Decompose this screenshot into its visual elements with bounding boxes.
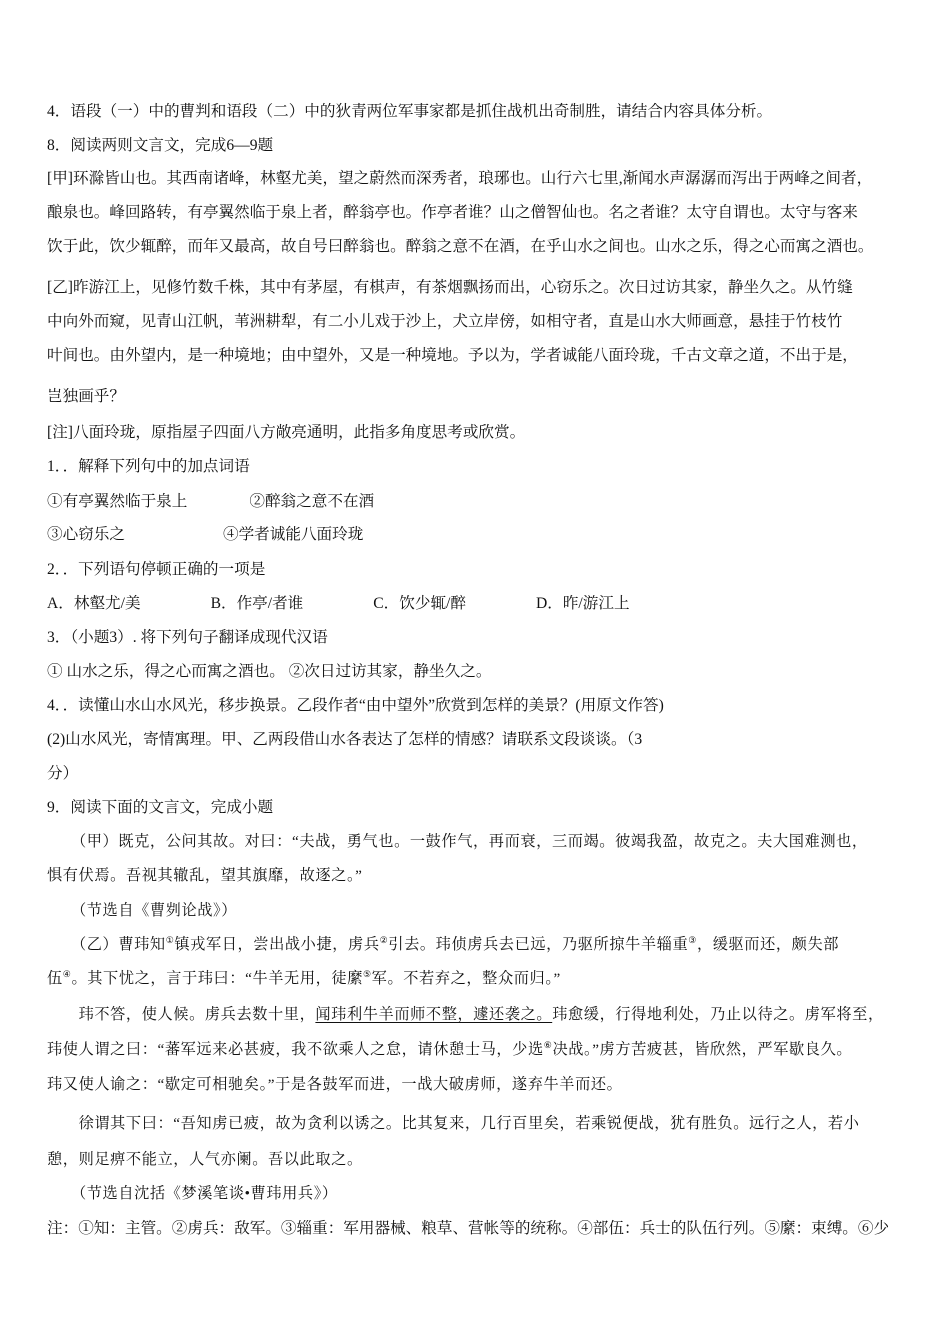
text-line — [47, 492, 374, 512]
text-segment: [乙]昨游江上，见修竹数千株，其中有茅屋，有棋声，有茶烟飘扬而出，心窃乐之。次日过访其家，静坐久之。从竹缝 — [47, 279, 853, 296]
text-segment: 镇戎军日，尝出战小捷，虏兵 — [174, 936, 380, 953]
text-segment: 1．．解释下列句中的加点词语 — [47, 458, 250, 475]
text-line — [47, 560, 265, 580]
footnote-marker: ④ — [62, 969, 72, 979]
text-line — [47, 866, 363, 886]
underlined-sentence: 闻玮利牛羊而师不整，遽还袭之。 — [315, 1006, 553, 1023]
text-line — [47, 136, 273, 156]
text-line — [47, 387, 125, 407]
footnote-marker: ③ — [688, 935, 697, 945]
text-line — [47, 696, 664, 716]
text-segment: 玮愈缓，行得地利处，乃止以待之。虏军将至， — [552, 1006, 884, 1023]
text-segment: 玮不答，使人候。虏兵去数十里， — [47, 1006, 316, 1023]
text-segment: 惧有伏焉。吾视其辙乱，望其旗靡，故逐之。” — [47, 867, 363, 884]
text-line — [47, 169, 872, 189]
text-line — [47, 764, 78, 784]
text-segment: 玮使人谓之曰：“蕃军远来必甚疲，我不欲乘人之怠，请休憩士马，少选 — [47, 1041, 544, 1058]
text-segment: 叶间也。由外望内，是一种境地；由中望外，又是一种境地。予以为，学者诚能八面玲珑，千古文章之道，不出于是， — [47, 347, 858, 364]
text-segment: 分） — [47, 765, 79, 782]
text-segment: ④学者诚能八面玲珑 — [222, 526, 364, 543]
text-line — [47, 1184, 338, 1204]
text-segment: 3．（小题3）. 将下列句子翻译成现代汉语 — [47, 629, 328, 646]
text-segment: 憩，则足痹不能立，人气亦阑。吾以此取之。 — [47, 1151, 363, 1168]
text-line — [47, 1114, 860, 1134]
text-segment: 4．语段（一）中的曹判和语段（二）中的狄青两位军事家都是抓住战机出奇制胜，请结合内容具体分析。 — [47, 103, 773, 120]
text-line — [47, 628, 328, 648]
text-segment: [甲]环滁皆山也。其西南诸峰，林壑尤美，望之蔚然而深秀者，琅琊也。山行六七里,渐闻水声潺潺而泻出于两峰之间者， — [47, 170, 873, 187]
footnote-marker: ② — [379, 935, 389, 945]
text-segment: （节选自沈括《梦溪笔谈•曹玮用兵》） — [47, 1185, 338, 1202]
text-line — [47, 1005, 884, 1025]
text-segment: 9．阅读下面的文言文，完成小题 — [47, 799, 274, 816]
text-line — [47, 1219, 889, 1239]
text-line — [47, 102, 772, 122]
text-segment: 中向外而窥，见青山江帆，苇洲耕犁，有二小儿戏于沙上，犬立岸傍，如相守者，直是山水大师画意，悬挂于竹枝竹 — [47, 313, 843, 330]
text-segment: 伍 — [47, 970, 63, 987]
text-line — [47, 525, 363, 545]
text-segment: B．作亭/者谁 — [210, 595, 304, 612]
text-line — [47, 969, 561, 989]
text-line — [47, 1040, 852, 1060]
text-segment: 酿泉也。峰回路转，有亭翼然临于泉上者，醉翁亭也。作亭者谁？山之僧智仙也。名之者谁？太守自谓也。太守与客来 — [47, 204, 858, 221]
text-line — [47, 901, 237, 921]
text-line — [47, 312, 842, 332]
text-segment: 注：①知：主管。②虏兵：敌军。③辎重：军用器械、粮草、营帐等的统称。④部伍：兵士的队伍行列。⑤縻：束缚。⑥少 — [47, 1220, 890, 1237]
text-line — [47, 457, 250, 477]
text-segment: 4．．读懂山水山水风光，移步换景。乙段作者“由中望外”欣赏到怎样的美景？(用原文作答) — [47, 697, 664, 714]
text-segment: 饮于此，饮少辄醉，而年又最高，故自号曰醉翁也。醉翁之意不在酒，在乎山水之间也。山水之乐，得之心而寓之酒也。 — [47, 238, 874, 255]
text-segment: (2)山水风光，寄情寓理。甲、乙两段借山水各表达了怎样的情感？请联系文段谈谈。（3 — [47, 731, 643, 748]
text-line — [47, 1150, 363, 1170]
text-segment: A．林壑尤/美 — [47, 595, 141, 612]
text-line — [47, 346, 858, 366]
text-segment: 军。不若弃之，整众而归。” — [371, 970, 561, 987]
text-line — [47, 1075, 622, 1095]
text-line — [47, 423, 525, 443]
text-segment: ②醉翁之意不在酒 — [249, 493, 375, 510]
text-line — [47, 237, 873, 257]
text-segment: 决战。”虏方苦疲甚，皆欣然，严军歇良久。 — [552, 1041, 853, 1058]
text-segment: （节选自《曹刿论战》） — [47, 902, 238, 919]
text-line — [47, 203, 858, 223]
text-line — [47, 935, 839, 955]
text-line — [47, 832, 868, 852]
text-line — [47, 798, 273, 818]
footnote-marker: ① — [165, 935, 175, 945]
footnote-marker: ⑥ — [543, 1040, 553, 1050]
text-line — [47, 662, 491, 682]
text-segment: 岂独画乎？ — [47, 388, 125, 405]
text-segment: ① 山水之乐，得之心而寓之酒也。 ②次日过访其家，静坐久之。 — [47, 663, 492, 680]
text-segment: 2．．下列语句停顿正确的一项是 — [47, 561, 266, 578]
text-segment: 引去。玮侦虏兵去已远，乃驱所掠牛羊辎重 — [388, 936, 689, 953]
text-segment: 玮又使人谕之：“歇定可相驰矣。”于是各鼓军而进，一战大破虏师，遂弃牛羊而还。 — [47, 1076, 623, 1093]
text-segment: ①有亭翼然临于泉上 — [47, 493, 188, 510]
text-segment: ③心窃乐之 — [47, 526, 125, 543]
text-segment: （甲）既克，公问其故。对曰：“夫战，勇气也。一鼓作气，再而衰，三而竭。彼竭我盈，故克之。夫大国难测也， — [47, 833, 868, 850]
text-segment: 。其下忧之，言于玮曰：“牛羊无用，徒縻 — [71, 970, 363, 987]
footnote-marker: ⑤ — [363, 969, 372, 979]
text-segment: 8．阅读两则文言文，完成6—9题 — [47, 137, 274, 154]
text-line — [47, 594, 630, 614]
text-segment: （乙）曹玮知 — [47, 936, 166, 953]
text-segment: C．饮少辄/醉 — [373, 595, 466, 612]
text-line — [47, 278, 853, 298]
text-segment: 徐谓其下曰：“吾知虏已疲，故为贪利以诱之。比其复来，几行百里矣，若乘锐便战，犹有胜负。远行之人，若小 — [47, 1115, 860, 1132]
text-segment: [注]八面玲珑，原指屋子四面八方敞亮通明，此指多角度思考或欣赏。 — [47, 424, 526, 441]
text-line — [47, 730, 642, 750]
text-segment: D．昨/游江上 — [535, 595, 630, 612]
text-segment: ，缓驱而还，颇失部 — [696, 936, 840, 953]
